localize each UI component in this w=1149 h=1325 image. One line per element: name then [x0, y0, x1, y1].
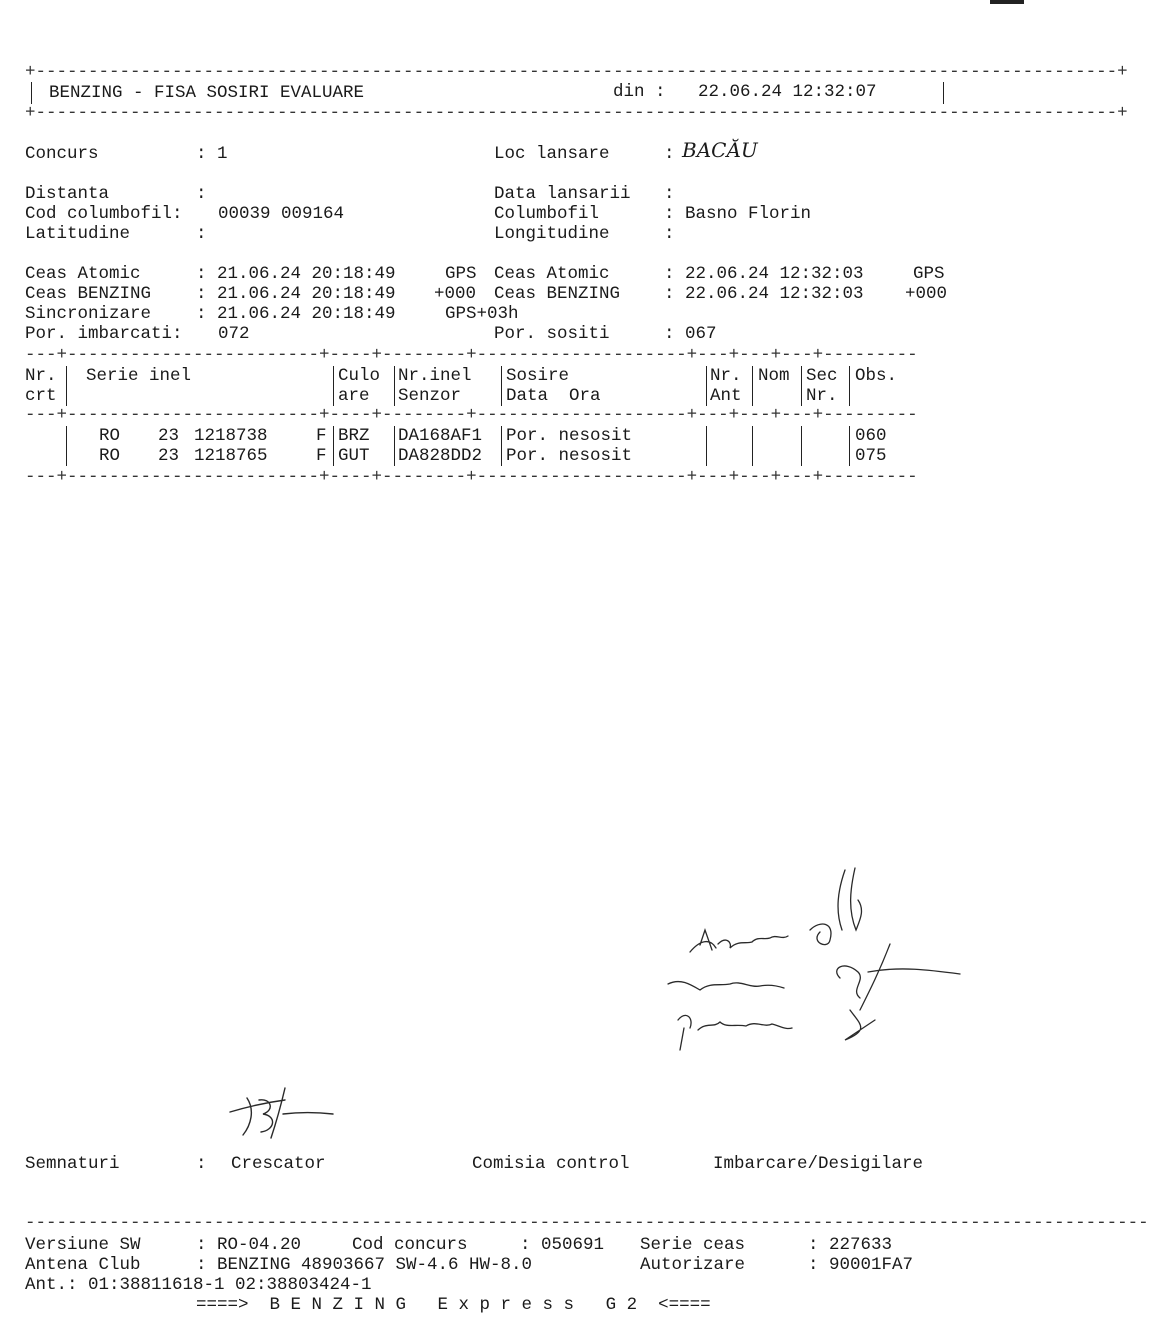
- clock-left-label-3: Sincronizare: [25, 304, 152, 324]
- loc-lansare-label: Loc lansare: [494, 144, 610, 164]
- crescator-label: Crescator: [231, 1154, 326, 1174]
- clock-left-suffix-2: +000: [434, 284, 477, 304]
- autorizare-label: Autorizare: [640, 1255, 746, 1275]
- cod-concurs-value: : 050691: [520, 1235, 605, 1255]
- data-lansarii-colon: :: [664, 184, 675, 204]
- comisia-control-label: Comisia control: [472, 1154, 630, 1174]
- th-nrinel-1: Nr.inel: [398, 366, 472, 386]
- th-serie-inel: Serie inel: [86, 366, 192, 386]
- table-top-rule: ---+------------------------+----+--------+--------------------+---+---+---+---------: [25, 345, 918, 365]
- clock-right-value-1: : 22.06.24 12:32:03: [664, 264, 864, 284]
- table-vline: [394, 426, 395, 466]
- row-sosire: Por. nesosit: [506, 446, 633, 466]
- clock-left-label-2: Ceas BENZING: [25, 284, 152, 304]
- table-vline: [849, 366, 850, 406]
- row-sosire: Por. nesosit: [506, 426, 633, 446]
- clock-left-value-3: : 21.06.24 20:18:49: [196, 304, 396, 324]
- row-senzor: DA828DD2: [398, 446, 483, 466]
- table-bottom-rule: ---+------------------------+----+--------+--------------------+---+---+---+---------: [25, 467, 918, 487]
- por-imbarcati-value: 072: [218, 324, 250, 344]
- footer-rule: -----------------------------------------------------------------------------------------------------------: [25, 1213, 1149, 1233]
- header-title: BENZING - FISA SOSIRI EVALUARE: [49, 83, 365, 103]
- row-tara: RO: [99, 426, 121, 446]
- th-sosire: Sosire: [506, 366, 570, 386]
- table-vline: [333, 426, 334, 466]
- cod-concurs-label: Cod concurs: [352, 1235, 468, 1255]
- clock-left-suffix-3: GPS+03h: [445, 304, 519, 324]
- por-sositi-label: Por. sositi: [494, 324, 610, 344]
- concurs-label: Concurs: [25, 144, 99, 164]
- serie-ceas-label: Serie ceas: [640, 1235, 746, 1255]
- th-culoare-2: are: [338, 386, 370, 406]
- table-vline: [394, 366, 395, 406]
- header-right-border: [943, 82, 944, 104]
- th-obs: Obs.: [855, 366, 898, 386]
- th-nrant-1: Nr.: [710, 366, 742, 386]
- clock-right-suffix-1: GPS: [913, 264, 945, 284]
- row-inel: 1218738: [194, 426, 268, 446]
- distanta-colon: :: [196, 184, 207, 204]
- table-vline: [706, 426, 707, 466]
- th-nom: Nom: [758, 366, 790, 386]
- cod-columbofil-label: Cod columbofil:: [25, 204, 183, 224]
- table-vline: [752, 366, 753, 406]
- header-date-value: 22.06.24 12:32:07: [698, 82, 877, 102]
- th-data-ora: Data Ora: [506, 386, 601, 406]
- signature-comisia-icon: [660, 860, 960, 1060]
- table-vline: [752, 426, 753, 466]
- page-edge-mark: [990, 0, 1024, 4]
- longitudine-colon: :: [664, 224, 675, 244]
- loc-lansare-colon: :: [664, 144, 675, 164]
- table-vline: [849, 426, 850, 466]
- distanta-label: Distanta: [25, 184, 110, 204]
- signature-crescator-icon: [225, 1080, 345, 1145]
- th-crt: crt: [25, 386, 57, 406]
- header-bottom-rule: +-------------------------------------------------------------------------------------------------------+: [25, 103, 1128, 123]
- clock-right-suffix-2: +000: [905, 284, 948, 304]
- row-culoare: BRZ: [338, 426, 370, 446]
- header-left-border: [31, 82, 32, 104]
- columbofil-value: : Basno Florin: [664, 204, 812, 224]
- columbofil-label: Columbofil: [494, 204, 600, 224]
- table-vline: [66, 366, 67, 406]
- latitudine-colon: :: [196, 224, 207, 244]
- por-imbarcati-label: Por. imbarcati:: [25, 324, 183, 344]
- antena-value: : BENZING 48903667 SW-4.6 HW-8.0: [196, 1255, 533, 1275]
- semnaturi-colon: :: [196, 1154, 207, 1174]
- cod-columbofil-value: 00039 009164: [218, 204, 345, 224]
- clock-left-label-1: Ceas Atomic: [25, 264, 141, 284]
- table-vline: [333, 366, 334, 406]
- clock-left-suffix-1: GPS: [445, 264, 477, 284]
- clock-left-value-2: : 21.06.24 20:18:49: [196, 284, 396, 304]
- data-lansarii-label: Data lansarii: [494, 184, 631, 204]
- th-sec-1: Sec: [806, 366, 838, 386]
- serie-ceas-value: : 227633: [808, 1235, 893, 1255]
- versiune-label: Versiune SW: [25, 1235, 141, 1255]
- autorizare-value: : 90001FA7: [808, 1255, 914, 1275]
- th-culoare-1: Culo: [338, 366, 381, 386]
- longitudine-label: Longitudine: [494, 224, 610, 244]
- clock-left-value-1: : 21.06.24 20:18:49: [196, 264, 396, 284]
- th-sec-2: Nr.: [806, 386, 838, 406]
- th-nrant-2: Ant: [710, 386, 742, 406]
- loc-lansare-handwritten: BACĂU: [682, 138, 758, 162]
- row-tara: RO: [99, 446, 121, 466]
- table-vline: [801, 366, 802, 406]
- table-vline: [706, 366, 707, 406]
- latitudine-label: Latitudine: [25, 224, 131, 244]
- row-culoare: GUT: [338, 446, 370, 466]
- antena-ids: Ant.: 01:38811618-1 02:38803424-1: [25, 1275, 372, 1295]
- table-vline: [801, 426, 802, 466]
- antena-label: Antena Club: [25, 1255, 141, 1275]
- por-sositi-value: : 067: [664, 324, 717, 344]
- row-obs: 060: [855, 426, 887, 446]
- clock-right-value-2: : 22.06.24 12:32:03: [664, 284, 864, 304]
- benzing-banner: ====> B E N Z I N G E x p r e s s G 2 <====: [196, 1295, 711, 1315]
- clock-right-label-1: Ceas Atomic: [494, 264, 610, 284]
- th-nr: Nr.: [25, 366, 57, 386]
- table-vline: [66, 426, 67, 466]
- th-nrinel-2: Senzor: [398, 386, 462, 406]
- versiune-value: : RO-04.20: [196, 1235, 302, 1255]
- row-sex: F: [316, 426, 327, 446]
- row-obs: 075: [855, 446, 887, 466]
- concurs-value: : 1: [196, 144, 228, 164]
- row-an: 23: [158, 446, 180, 466]
- semnaturi-label: Semnaturi: [25, 1154, 120, 1174]
- header-top-rule: +-------------------------------------------------------------------------------------------------------+: [25, 62, 1128, 82]
- row-sex: F: [316, 446, 327, 466]
- table-header-rule: ---+------------------------+----+--------+--------------------+---+---+---+---------: [25, 405, 918, 425]
- table-vline: [501, 366, 502, 406]
- row-an: 23: [158, 426, 180, 446]
- header-date-label: din :: [613, 82, 666, 102]
- clock-right-label-2: Ceas BENZING: [494, 284, 621, 304]
- imbarcare-label: Imbarcare/Desigilare: [713, 1154, 924, 1174]
- row-inel: 1218765: [194, 446, 268, 466]
- row-senzor: DA168AF1: [398, 426, 483, 446]
- table-vline: [501, 426, 502, 466]
